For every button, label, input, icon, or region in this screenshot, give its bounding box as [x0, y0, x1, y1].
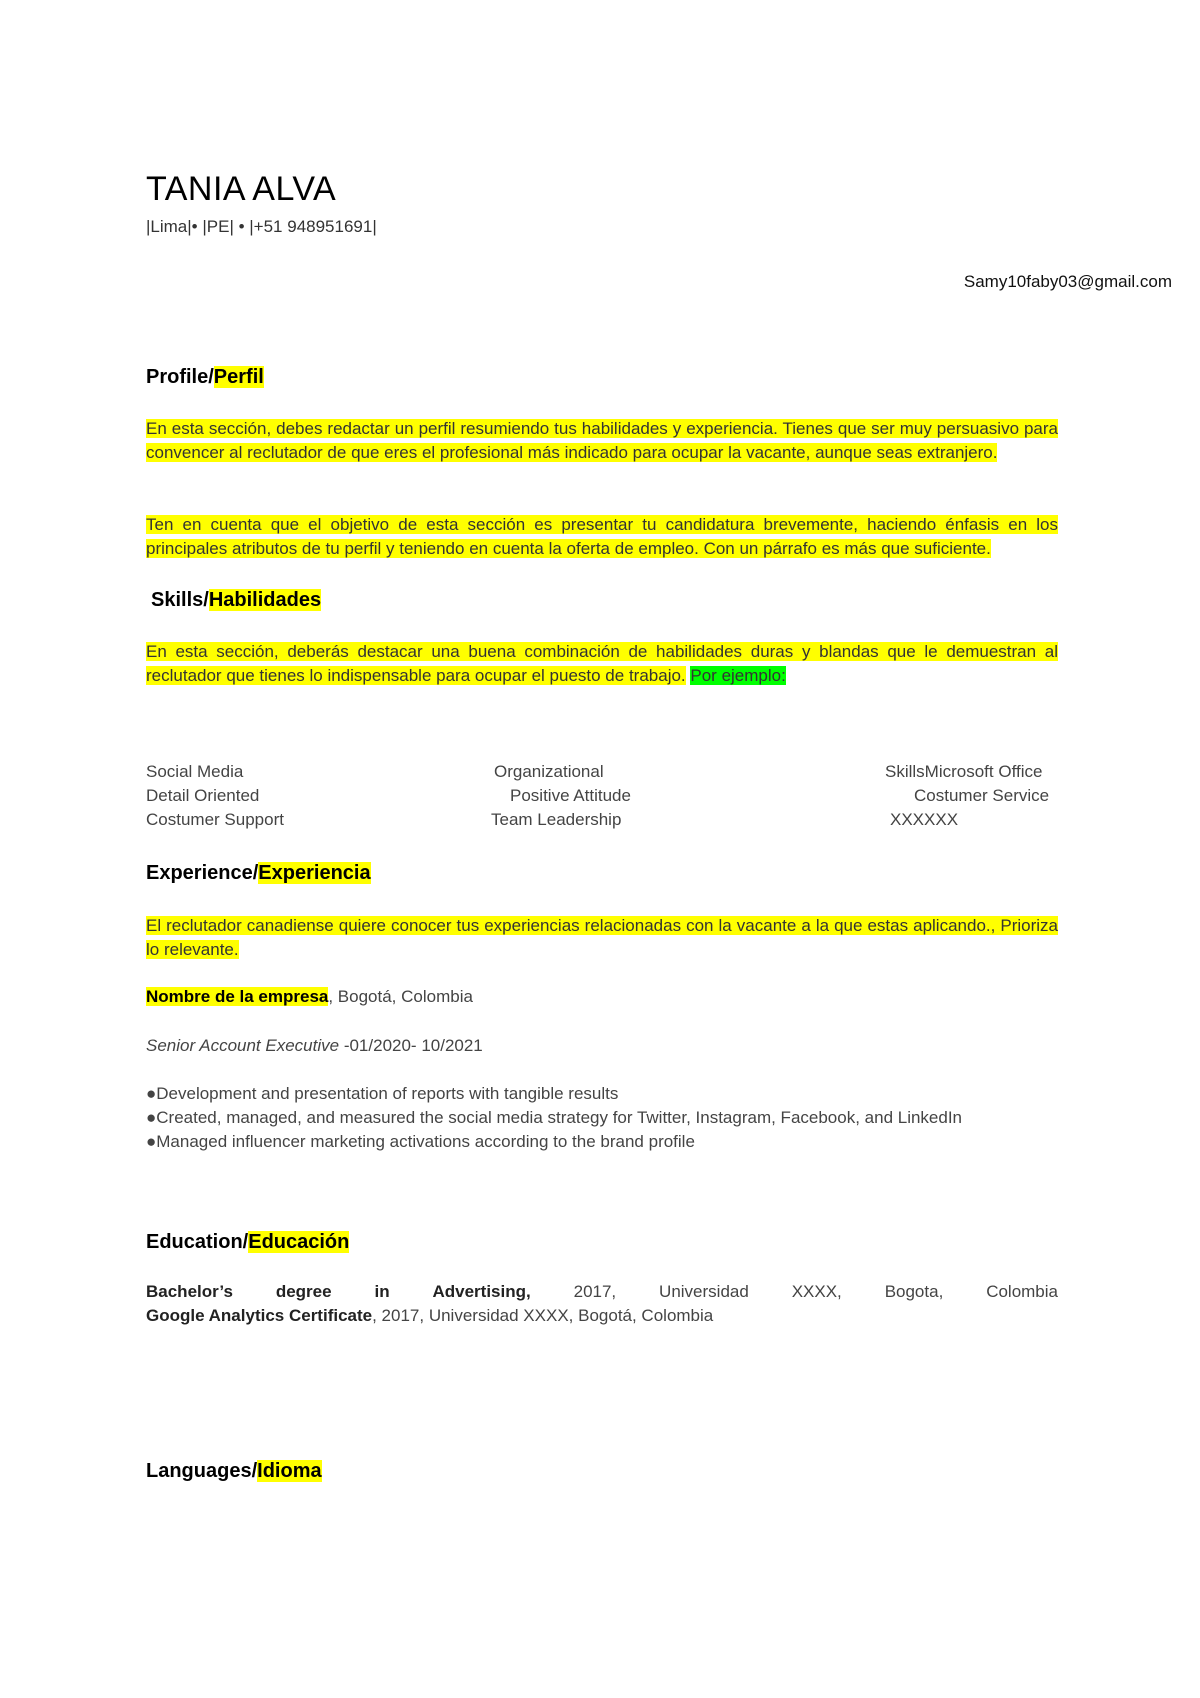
edu-word: 2017, [573, 1282, 617, 1301]
certificate-name: Google Analytics Certificate [146, 1306, 373, 1325]
edu-word: Colombia [986, 1282, 1058, 1301]
education-heading-es: Educación [248, 1231, 350, 1253]
profile-text-2: Ten en cuenta que el objetivo de esta sección es presentar tu candidatura brevemente, haciendo énfasis en los principales atributos de tu perfil y teniendo en cuenta la oferta de empleo. Con un párrafo es más que suficiente. [146, 515, 1058, 558]
experience-text: El reclutador canadiense quiere conocer tus experiencias relacionadas con la vacante a la que estas aplicando., Prioriza lo relevante. [146, 916, 1058, 959]
edu-word: Universidad [659, 1282, 749, 1301]
certificate-details: , 2017, Universidad XXXX, Bogotá, Colombia [372, 1306, 714, 1325]
skill-item: Team Leadership [491, 810, 622, 829]
edu-word: Advertising, [432, 1282, 531, 1301]
languages-heading [146, 1460, 322, 1483]
skill-item: SkillsMicrosoft Office [885, 762, 1043, 781]
edu-word: in [374, 1282, 390, 1301]
education-row-1 [146, 1282, 1058, 1302]
experience-heading [146, 862, 371, 885]
skill-item: Positive Attitude [510, 786, 631, 805]
education-heading [146, 1231, 349, 1254]
skills-example: Por ejemplo: [690, 666, 786, 685]
education-row-2 [146, 1306, 713, 1326]
contact-line: |Lima|• |PE| • |+51 948951691| [146, 217, 377, 236]
profile-paragraph-1 [146, 417, 1058, 465]
experience-bullet: ●Development and presentation of reports with tangible results [146, 1084, 619, 1103]
skills-text: En esta sección, deberás destacar una buena combinación de habilidades duras y blandas que le demuestran al reclutador que tienes lo indispensable para ocupar el puesto de trabajo. [146, 642, 1058, 685]
profile-heading [146, 366, 264, 389]
email-address: Samy10faby03@gmail.com [963, 272, 1172, 291]
experience-heading-es: Experiencia [258, 862, 371, 884]
profile-paragraph-2 [146, 513, 1058, 561]
education-heading-en: Education/ [146, 1231, 249, 1253]
company-location: , Bogotá, Colombia [328, 987, 473, 1006]
skills-heading-es: Habilidades [208, 589, 322, 611]
skills-heading-en: Skills/ [151, 589, 209, 611]
company-name: Nombre de la empresa [146, 987, 329, 1006]
experience-bullet: ●Created, managed, and measured the social media strategy for Twitter, Instagram, Facebook, and LinkedIn [146, 1108, 963, 1127]
role-dates: -01/2020- 10/2021 [339, 1036, 483, 1055]
edu-word: XXXX, [791, 1282, 842, 1301]
experience-bullet: ●Managed influencer marketing activations according to the brand profile [146, 1132, 695, 1151]
experience-heading-en: Experience/ [146, 862, 259, 884]
skills-paragraph [146, 640, 1058, 688]
edu-word: Bachelor’s [146, 1282, 233, 1301]
languages-heading-es: Idioma [257, 1460, 322, 1482]
candidate-name: TANIA ALVA [146, 170, 337, 208]
experience-paragraph [146, 914, 1058, 962]
profile-text-1: En esta sección, debes redactar un perfil resumiendo tus habilidades y experiencia. Tienes que ser muy persuasivo para convencer al reclutador de que eres el profesional más indicado para ocupar la vacante, aunque seas extranjero. [146, 419, 1058, 462]
edu-word: degree [275, 1282, 332, 1301]
role-line [146, 1036, 483, 1056]
skill-item: Social Media [146, 762, 244, 781]
skill-item: Costumer Service [914, 786, 1050, 805]
skills-heading [151, 589, 321, 612]
skill-item: XXXXXX [890, 810, 959, 829]
edu-word: Bogota, [884, 1282, 944, 1301]
languages-heading-en: Languages/ [146, 1460, 258, 1482]
profile-heading-en: Profile/ [146, 366, 214, 388]
skill-item: Organizational [494, 762, 604, 781]
skill-item: Costumer Support [146, 810, 284, 829]
profile-heading-es: Perfil [213, 366, 264, 388]
company-line [146, 987, 473, 1007]
role-title: Senior Account Executive [146, 1036, 340, 1055]
skill-item: Detail Oriented [146, 786, 260, 805]
